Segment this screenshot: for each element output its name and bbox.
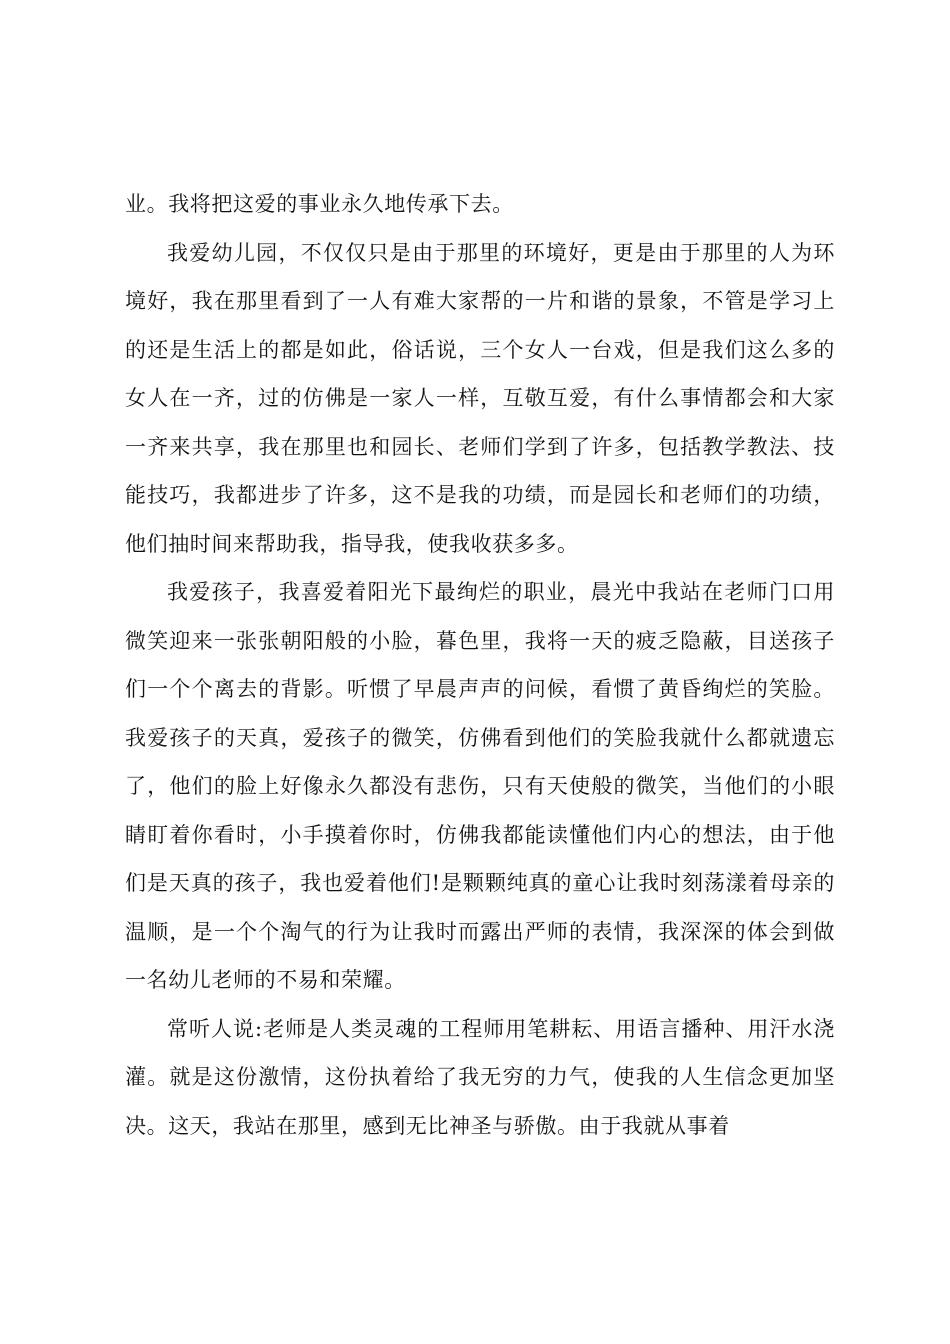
paragraph-children: 我爱孩子，我喜爱着阳光下最绚烂的职业，晨光中我站在老师门口用微笑迎来一张张朝阳般的小脸，暮色里，我将一天的疲乏隐蔽，目送孩子们一个个离去的背影。听惯了早晨声声的问候，看惯了黄昏绚烂的笑脸。我爱孩子的天真，爱孩子的微笑，仿佛看到他们的笑脸我就什么都就遗忘了，他们的脸上好像永久都没有悲伤，只有天使般的微笑，当他们的小眼睛盯着你看时，小手摸着你时，仿佛我都能读懂他们内心的想法，由于他们是天真的孩子，我也爱着他们!是颗颗纯真的童心让我时刻荡漾着母亲的温顺，是一个个淘气的行为让我时而露出严师的表情，我深深的体会到做一名幼儿老师的不易和荣耀。 xyxy=(125,580,835,992)
paragraph-teacher: 常听人说:老师是人类灵魂的工程师用笔耕耘、用语言播种、用汗水浇灌。就是这份激情，这份执着给了我无穷的力气，使我的人生信念更加坚决。这天，我站在那里，感到无比神圣与骄傲。由于我就从事着 xyxy=(125,1016,835,1138)
body-text xyxy=(125,180,835,1150)
paragraph-kindergarten: 我爱幼儿园，不仅仅只是由于那里的环境好，更是由于那里的人为环境好，我在那里看到了一人有难大家帮的一片和谐的景象，不管是学习上的还是生活上的都是如此，俗话说，三个女人一台戏，但是我们这么多的女人在一齐，过的仿佛是一家人一样，互敬互爱，有什么事情都会和大家一齐来共享，我在那里也和园长、老师们学到了许多，包括教学教法、技能技巧，我都进步了许多，这不是我的功绩，而是园长和老师们的功绩，他们抽时间来帮助我，指导我，使我收获多多。 xyxy=(125,240,835,556)
paragraph-continuation: 业。我将把这爱的事业永久地传承下去。 xyxy=(125,192,514,216)
